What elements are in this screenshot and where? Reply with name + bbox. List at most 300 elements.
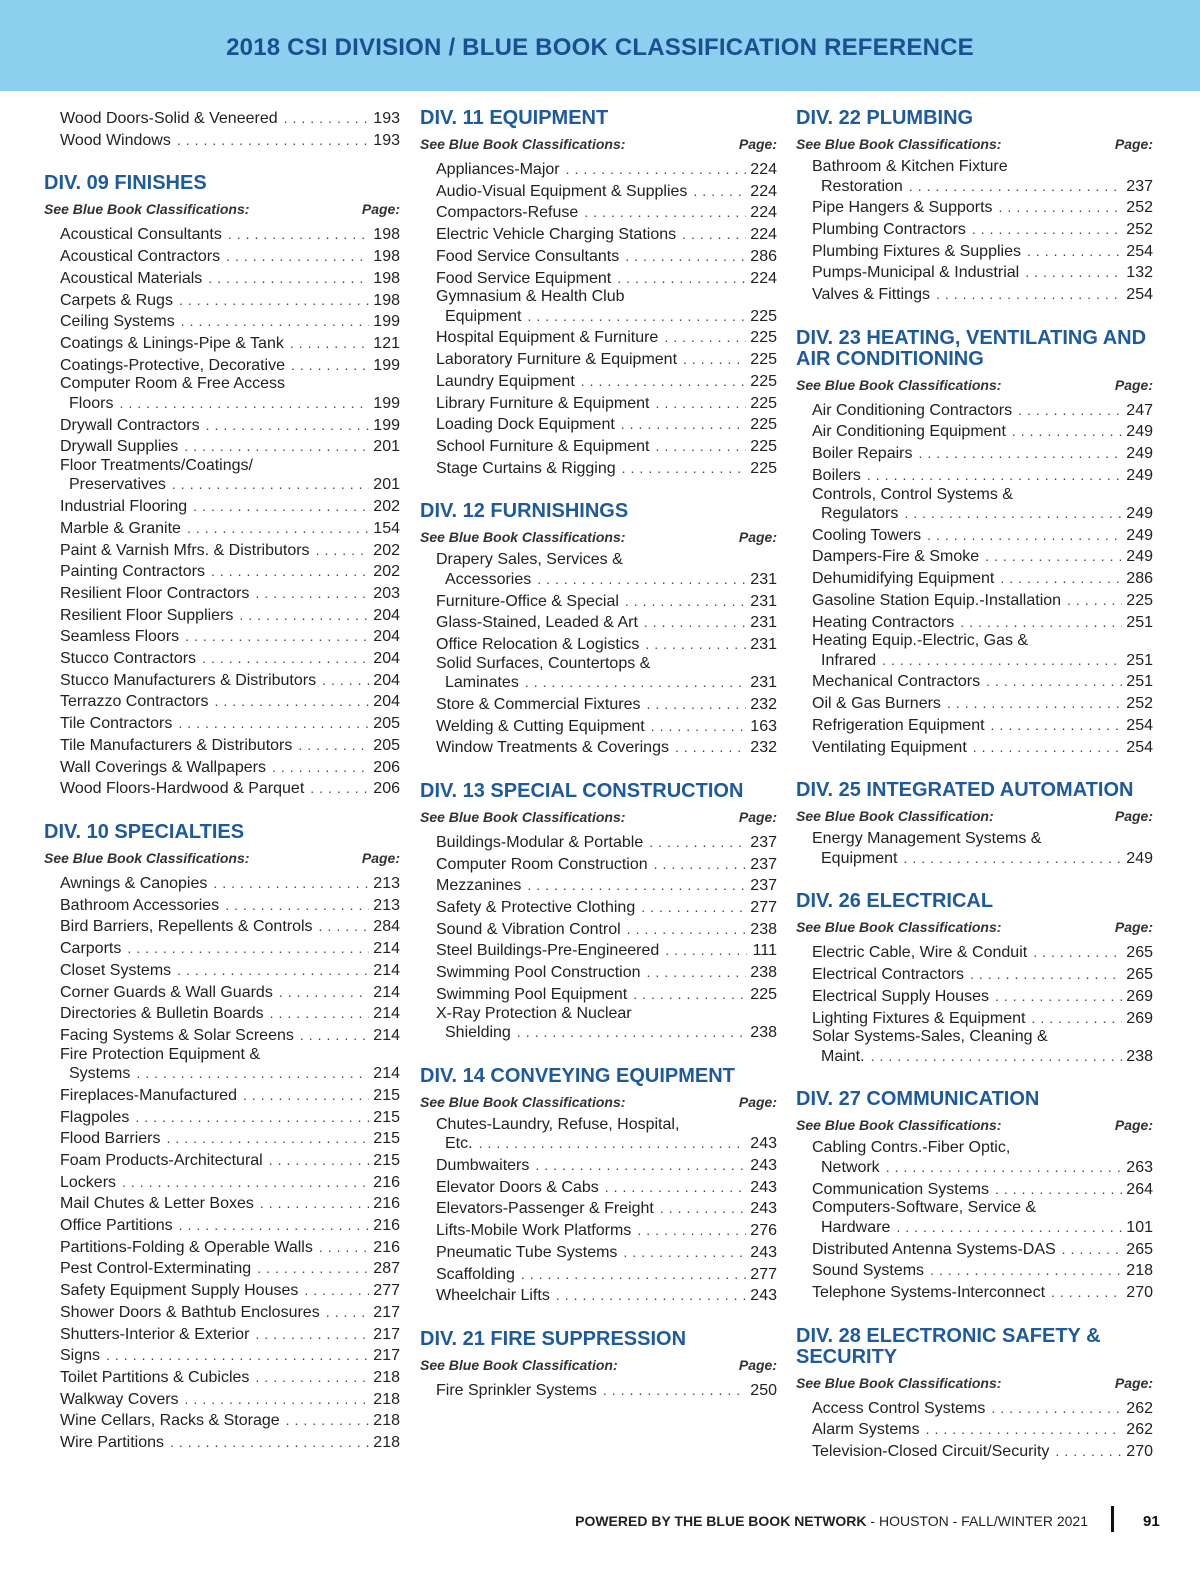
entry-label: Computer Room Construction	[436, 855, 648, 873]
classification-entry	[420, 246, 777, 268]
entry-row	[60, 1389, 400, 1411]
entry-label: Air Conditioning Equipment	[812, 423, 1006, 441]
page-column-label: Page:	[738, 136, 777, 152]
subhead-label: See Blue Book Classifications:	[44, 849, 250, 866]
dot-leader	[867, 465, 1122, 486]
entry-label: Pipe Hangers & Supports	[812, 199, 993, 217]
entry-row	[60, 648, 400, 670]
entry-label: Signs	[60, 1347, 101, 1365]
dot-leader	[655, 393, 746, 414]
entry-row	[436, 672, 777, 694]
subhead-label: See Blue Book Classifications:	[796, 1117, 1002, 1134]
entry-page-number: 243	[750, 1178, 777, 1196]
entry-page-number: 214	[373, 1026, 400, 1044]
entry-page-number: 238	[750, 920, 777, 938]
entry-label: Boilers	[812, 466, 861, 484]
page-title: 2018 CSI DIVISION / BLUE BOOK CLASSIFICATION REFERENCE	[226, 33, 974, 61]
entry-page-number: 238	[750, 1024, 777, 1042]
classification-entry	[420, 371, 777, 393]
entry-row	[60, 333, 400, 355]
classification-entry	[44, 561, 400, 583]
entry-page-number: 243	[750, 1287, 777, 1305]
entry-label: Computer Room & Free Access	[60, 375, 285, 393]
division-section	[44, 822, 400, 1454]
entry-label: Alarm Systems	[812, 1421, 920, 1439]
classification-entry	[796, 633, 1153, 671]
entry-label: Floor Treatments/Coatings/	[60, 456, 253, 474]
classification-entry	[44, 605, 400, 627]
classification-entry	[44, 1107, 400, 1129]
entry-row	[436, 854, 777, 876]
entry-page-number: 204	[373, 671, 400, 689]
entry-page-number: 199	[373, 394, 400, 412]
entry-label: Partitions-Folding & Operable Walls	[60, 1238, 313, 1256]
entry-label: Resilient Floor Suppliers	[60, 606, 234, 624]
entry-page-number: 202	[373, 541, 400, 559]
entry-page-number: 238	[750, 964, 777, 982]
classification-entry	[44, 1172, 400, 1194]
entry-label-continued: Equipment	[821, 849, 898, 867]
dot-leader	[641, 897, 746, 918]
entry-page-number: 269	[1126, 1009, 1153, 1027]
entry-page-number: 202	[373, 498, 400, 516]
entry-row	[436, 306, 777, 328]
entry-row	[812, 1179, 1153, 1201]
division-section	[420, 501, 777, 759]
classification-entry	[796, 197, 1153, 219]
classification-subhead	[796, 1375, 1153, 1391]
entry-label: Lifts-Mobile Work Platforms	[436, 1222, 632, 1240]
dot-leader	[1012, 421, 1122, 442]
classification-subhead	[796, 808, 1153, 824]
entry-page-number: 231	[750, 614, 777, 632]
entry-row	[436, 349, 777, 371]
classification-entry	[44, 355, 400, 377]
entry-page-number: 250	[750, 1381, 777, 1399]
entry-row	[436, 716, 777, 738]
page-column-label: Page:	[1114, 808, 1153, 825]
dot-leader	[581, 371, 747, 392]
dot-leader	[255, 583, 369, 604]
entry-page-number: 132	[1126, 264, 1153, 282]
classification-entry	[44, 108, 400, 130]
entry-label-continued: Systems	[69, 1065, 131, 1083]
classification-entry	[44, 1150, 400, 1172]
entry-label: Foam Products-Architectural	[60, 1151, 263, 1169]
entry-label: Laundry Equipment	[436, 372, 575, 390]
entry-page-number: 263	[1126, 1158, 1153, 1176]
entry-label: Corner Guards & Wall Guards	[60, 983, 273, 1001]
entry-page-number: 277	[750, 1265, 777, 1283]
dot-leader	[960, 612, 1122, 633]
division-section	[796, 328, 1153, 759]
division-heading: DIV. 11 EQUIPMENT	[420, 107, 609, 129]
entry-page-number: 231	[750, 570, 777, 588]
entry-page-number: 254	[1126, 286, 1153, 304]
entry-page-number: 225	[750, 307, 777, 325]
entry-row	[60, 735, 400, 757]
entry-page-number: 216	[373, 1217, 400, 1235]
subhead-label: See Blue Book Classifications:	[796, 376, 1002, 393]
classification-entry	[796, 400, 1153, 422]
classification-entry	[796, 1179, 1153, 1201]
entry-page-number: 284	[373, 918, 400, 936]
entry-page-number: 254	[1126, 716, 1153, 734]
classification-entry	[420, 591, 777, 613]
entry-label: Resilient Floor Contractors	[60, 584, 250, 602]
division-heading: DIV. 12 FURNISHINGS	[420, 500, 629, 523]
dot-leader	[260, 1193, 369, 1214]
classification-entry	[796, 612, 1153, 634]
dot-leader	[255, 1367, 369, 1388]
dot-leader	[215, 691, 370, 712]
entry-page-number: 225	[750, 394, 777, 412]
entry-page-number: 269	[1126, 987, 1153, 1005]
entry-page-number: 218	[373, 1368, 400, 1386]
entry-label: Glass-Stained, Leaded & Art	[436, 614, 638, 632]
entry-row	[436, 919, 777, 941]
entry-row	[436, 984, 777, 1006]
entry-row	[436, 458, 777, 480]
classification-subhead	[420, 809, 777, 825]
entry-page-number: 232	[750, 695, 777, 713]
entry-label: Acoustical Contractors	[60, 248, 221, 266]
entry-page-number: 237	[750, 833, 777, 851]
classification-entry	[796, 465, 1153, 487]
dot-leader	[995, 986, 1122, 1007]
entry-page-number: 215	[373, 1108, 400, 1126]
entry-row	[812, 1046, 1153, 1068]
classification-entry	[44, 1345, 400, 1367]
classification-entry	[420, 656, 777, 694]
entry-row	[60, 311, 400, 333]
entry-row	[812, 650, 1153, 672]
entry-label: Window Treatments & Coverings	[436, 739, 669, 757]
entry-label: Wine Cellars, Racks & Storage	[60, 1412, 280, 1430]
entry-row	[436, 246, 777, 268]
classification-entry	[44, 496, 400, 518]
entry-row	[436, 694, 777, 716]
entry-label: Safety & Protective Clothing	[436, 899, 636, 917]
dot-leader	[319, 916, 370, 937]
entry-label: Heating Equip.-Electric, Gas &	[812, 632, 1029, 650]
entry-page-number: 224	[750, 269, 777, 287]
entry-row	[812, 964, 1153, 986]
entry-row	[60, 1107, 400, 1129]
dot-leader	[621, 414, 747, 435]
classification-subhead	[796, 136, 1153, 152]
entry-page-number: 198	[373, 291, 400, 309]
entry-label-continued: Etc.	[445, 1135, 473, 1153]
entry-label: Wood Doors-Solid & Veneered	[60, 110, 278, 127]
entry-label: Drywall Supplies	[60, 438, 179, 456]
entry-row	[436, 962, 777, 984]
page-column-label: Page:	[361, 849, 400, 866]
entry-page-number: 224	[750, 226, 777, 244]
entry-row	[60, 246, 400, 268]
entry-label: Drywall Contractors	[60, 416, 200, 434]
column-right	[796, 108, 1153, 1485]
dot-leader	[1067, 590, 1122, 611]
classification-entry	[44, 873, 400, 895]
entry-row	[60, 691, 400, 713]
division-section	[420, 108, 777, 479]
entry-label: Boiler Repairs	[812, 445, 913, 463]
entry-row	[60, 415, 400, 437]
entry-row	[60, 670, 400, 692]
entry-label: Loading Dock Equipment	[436, 416, 615, 434]
classification-entry	[44, 415, 400, 437]
classification-subhead	[420, 1094, 777, 1110]
entry-page-number: 215	[373, 1130, 400, 1148]
entry-row	[60, 540, 400, 562]
classification-entry	[44, 982, 400, 1004]
dot-leader	[991, 715, 1123, 736]
entry-page-number: 224	[750, 204, 777, 222]
entry-row	[60, 1215, 400, 1237]
dot-leader	[213, 873, 369, 894]
entry-label-continued: Equipment	[445, 307, 522, 325]
entry-label: Lockers	[60, 1173, 117, 1191]
classification-entry	[796, 546, 1153, 568]
dot-leader	[1062, 1239, 1123, 1260]
entry-page-number: 198	[373, 226, 400, 244]
entry-label-continued: Laminates	[445, 674, 519, 692]
classification-entry	[420, 327, 777, 349]
dot-leader	[136, 1063, 369, 1084]
entry-row	[436, 832, 777, 854]
entry-row	[436, 1198, 777, 1220]
entry-label: Fire Sprinkler Systems	[436, 1381, 597, 1399]
entry-page-number: 204	[373, 693, 400, 711]
entry-page-number: 286	[1126, 570, 1153, 588]
dot-leader	[637, 1220, 746, 1241]
classification-entry	[44, 1258, 400, 1280]
dot-leader	[298, 735, 369, 756]
classification-entry	[796, 1029, 1153, 1067]
entry-row	[436, 1380, 777, 1402]
page-column-label: Page:	[738, 1356, 777, 1373]
classification-entry	[420, 1117, 777, 1155]
entry-page-number: 213	[373, 874, 400, 892]
classification-entry	[44, 916, 400, 938]
classification-entry	[796, 262, 1153, 284]
classification-entry	[44, 1215, 400, 1237]
entry-page-number: 265	[1126, 1240, 1153, 1258]
entry-page-number: 225	[750, 351, 777, 369]
classification-entry	[44, 268, 400, 290]
entry-page-number: 277	[373, 1282, 400, 1300]
dot-leader	[193, 496, 369, 517]
classification-entry	[44, 895, 400, 917]
subhead-label: See Blue Book Classifications:	[796, 136, 1002, 152]
classification-entry	[796, 241, 1153, 263]
dot-leader	[972, 219, 1122, 240]
classification-entry	[420, 436, 777, 458]
entry-row	[60, 583, 400, 605]
dot-leader	[627, 919, 747, 940]
entry-page-number: 201	[373, 476, 400, 494]
entry-page-number: 264	[1126, 1180, 1153, 1198]
entry-page-number: 231	[750, 674, 777, 692]
classification-entry	[44, 670, 400, 692]
dot-leader	[300, 1025, 369, 1046]
entry-row	[60, 474, 400, 496]
entry-label: Solid Surfaces, Countertops &	[436, 654, 651, 672]
entry-row	[60, 1302, 400, 1324]
entry-page-number: 225	[750, 329, 777, 347]
entry-label-continued: Preservatives	[69, 476, 166, 494]
dot-leader	[882, 650, 1122, 671]
entry-row	[436, 1133, 777, 1155]
classification-entry	[420, 634, 777, 656]
entry-page-number: 206	[373, 780, 400, 798]
entry-label: Heating Contractors	[812, 613, 955, 631]
entry-label: Cooling Towers	[812, 526, 922, 544]
entry-row	[436, 940, 777, 962]
dot-leader	[617, 268, 746, 289]
classification-entry	[420, 897, 777, 919]
division-heading: DIV. 10 SPECIALTIES	[44, 820, 245, 843]
entry-row	[812, 241, 1153, 263]
dot-leader	[625, 246, 746, 267]
entry-label: Painting Contractors	[60, 563, 205, 581]
entry-page-number: 193	[373, 131, 400, 149]
entry-label: Awnings & Canopies	[60, 874, 208, 892]
entry-label: Refrigeration Equipment	[812, 716, 985, 734]
entry-row	[60, 1258, 400, 1280]
entry-page-number: 111	[752, 942, 777, 960]
entry-page-number: 217	[373, 1303, 400, 1321]
classification-entry	[420, 289, 777, 327]
classification-entry	[796, 159, 1153, 197]
entry-page-number: 265	[1126, 944, 1153, 962]
entry-row	[436, 159, 777, 181]
division-heading: DIV. 22 PLUMBING	[796, 107, 974, 129]
entry-label: Electrical Contractors	[812, 966, 965, 984]
classification-entry	[44, 376, 400, 414]
classification-entry	[796, 693, 1153, 715]
dot-leader	[1027, 241, 1122, 262]
footer-region: - HOUSTON - FALL/WINTER 2021	[866, 1513, 1088, 1529]
entry-label: Dampers-Fire & Smoke	[812, 548, 980, 566]
page-column-label: Page:	[738, 529, 777, 546]
entry-label-continued: Maint.	[821, 1047, 865, 1065]
entry-label: Chutes-Laundry, Refuse, Hospital,	[436, 1115, 680, 1133]
dot-leader	[316, 540, 370, 561]
dot-leader	[660, 1198, 746, 1219]
classification-entry	[44, 130, 400, 152]
entry-label: Library Furniture & Equipment	[436, 394, 650, 412]
entry-row	[60, 1025, 400, 1047]
entry-row	[812, 284, 1153, 306]
entry-page-number: 243	[750, 1200, 777, 1218]
entry-page-number: 121	[373, 334, 400, 352]
entry-label: Shower Doors & Bathtub Enclosures	[60, 1303, 320, 1321]
dot-leader	[211, 561, 369, 582]
entry-label: Elevators-Passenger & Freight	[436, 1200, 654, 1218]
entry-page-number: 214	[373, 983, 400, 1001]
dot-leader	[886, 1157, 1123, 1178]
dot-leader	[177, 960, 369, 981]
entry-row	[436, 414, 777, 436]
entry-page-number: 217	[373, 1325, 400, 1343]
division-section	[44, 173, 400, 800]
classification-entry	[420, 268, 777, 290]
entry-row	[812, 1419, 1153, 1441]
footer-powered-by: POWERED BY THE BLUE BOOK NETWORK	[575, 1513, 867, 1529]
subhead-label: See Blue Book Classifications:	[420, 136, 626, 152]
dot-leader	[644, 612, 746, 633]
entry-page-number: 252	[1126, 695, 1153, 713]
page-column-label: Page:	[1114, 919, 1153, 936]
entry-row	[812, 715, 1153, 737]
entry-label: Steel Buildings-Pre-Engineered	[436, 942, 660, 960]
subhead-label: See Blue Book Classifications:	[796, 919, 1002, 936]
dot-leader	[625, 591, 746, 612]
dot-leader	[909, 176, 1122, 197]
classification-entry	[44, 246, 400, 268]
classification-entry	[420, 181, 777, 203]
entry-page-number: 249	[1126, 548, 1153, 566]
classification-entry	[796, 831, 1153, 869]
classification-entry	[796, 1419, 1153, 1441]
entry-row	[60, 982, 400, 1004]
division-section	[420, 1329, 777, 1402]
classification-entry	[420, 716, 777, 738]
entry-row	[60, 1324, 400, 1346]
classification-entry	[796, 671, 1153, 693]
entry-label: Oil & Gas Burners	[812, 695, 941, 713]
entry-row	[60, 1280, 400, 1302]
division-heading: DIV. 13 SPECIAL CONSTRUCTION	[420, 779, 744, 802]
entry-label: Stucco Manufacturers & Distributors	[60, 671, 317, 689]
classification-subhead	[420, 529, 777, 545]
dot-leader	[973, 737, 1123, 758]
dot-leader	[517, 1022, 746, 1043]
classification-entry	[796, 1282, 1153, 1304]
entry-label: Wheelchair Lifts	[436, 1287, 550, 1305]
division-heading: DIV. 27 COMMUNICATION	[796, 1088, 1040, 1111]
entry-label: X-Ray Protection & Nuclear	[436, 1004, 632, 1022]
dot-leader	[623, 1242, 746, 1263]
entry-row	[812, 1008, 1153, 1030]
subhead-label: See Blue Book Classifications:	[420, 1093, 626, 1110]
dot-leader	[995, 1179, 1122, 1200]
entry-label: Office Partitions	[60, 1217, 173, 1235]
entry-row	[436, 202, 777, 224]
entry-page-number: 249	[1126, 423, 1153, 441]
entry-page-number: 243	[750, 1135, 777, 1153]
entry-label-continued: Infrared	[821, 651, 877, 669]
classification-entry	[420, 202, 777, 224]
entry-row	[60, 778, 400, 800]
entry-page-number: 214	[373, 961, 400, 979]
entry-page-number: 262	[1126, 1399, 1153, 1417]
page-number: 91	[1143, 1513, 1160, 1530]
classification-subhead	[420, 136, 777, 152]
classification-entry	[796, 715, 1153, 737]
entry-row	[436, 897, 777, 919]
dot-leader	[1018, 400, 1122, 421]
dot-leader	[1051, 1282, 1122, 1303]
dot-leader	[270, 1003, 370, 1024]
dot-leader	[655, 436, 746, 457]
entry-page-number: 205	[373, 715, 400, 733]
entry-label: Plumbing Fixtures & Supplies	[812, 242, 1021, 260]
entry-page-number: 218	[373, 1434, 400, 1452]
classification-entry	[44, 626, 400, 648]
